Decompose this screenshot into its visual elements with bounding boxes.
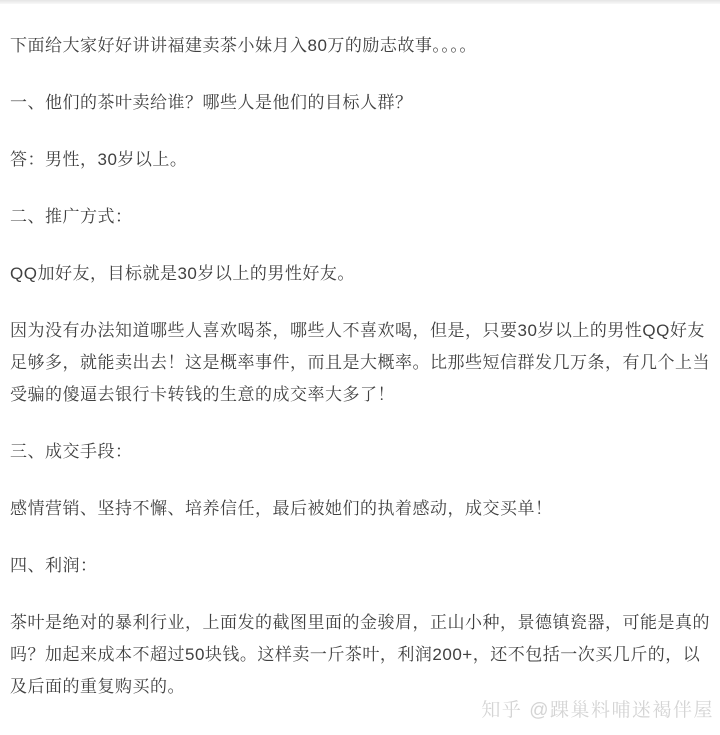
section-3-paragraph: 感情营销、坚持不懈、培养信任，最后被她们的执着感动，成交买单！	[10, 499, 553, 518]
section-1-answer: 答：男性，30岁以上。	[10, 150, 188, 169]
zhihu-watermark: 知乎 @踝巢料哺迷褐伴屋	[481, 700, 714, 721]
section-3-heading: 三、成交手段：	[10, 442, 133, 461]
section-1-heading: 一、他们的茶叶卖给谁？哪些人是他们的目标人群？	[10, 93, 413, 112]
section-2-paragraph-2: 因为没有办法知道哪些人喜欢喝茶，哪些人不喜欢喝，但是，只要30岁以上的男性QQ好友足够多，就能卖出去！这是概率事件，而且是大概率。比那些短信群发几万条，有几个上当受骗的傻逼去银行卡转钱的生意的成交率大多了！	[10, 321, 710, 404]
section-4-heading: 四、利润：	[10, 556, 98, 575]
section-4-paragraph: 茶叶是绝对的暴利行业，上面发的截图里面的金骏眉，正山小种，景德镇瓷器，可能是真的吗？加起来成本不超过50块钱。这样卖一斤茶叶，利润200+，还不包括一次买几斤的，以及后面的重复购买的。	[10, 613, 710, 696]
section-2-paragraph-1: QQ加好友，目标就是30岁以上的男性好友。	[10, 264, 355, 283]
section-2-heading: 二、推广方式：	[10, 207, 133, 226]
intro-paragraph: 下面给大家好好讲讲福建卖茶小妹月入80万的励志故事。。。。	[10, 36, 477, 55]
